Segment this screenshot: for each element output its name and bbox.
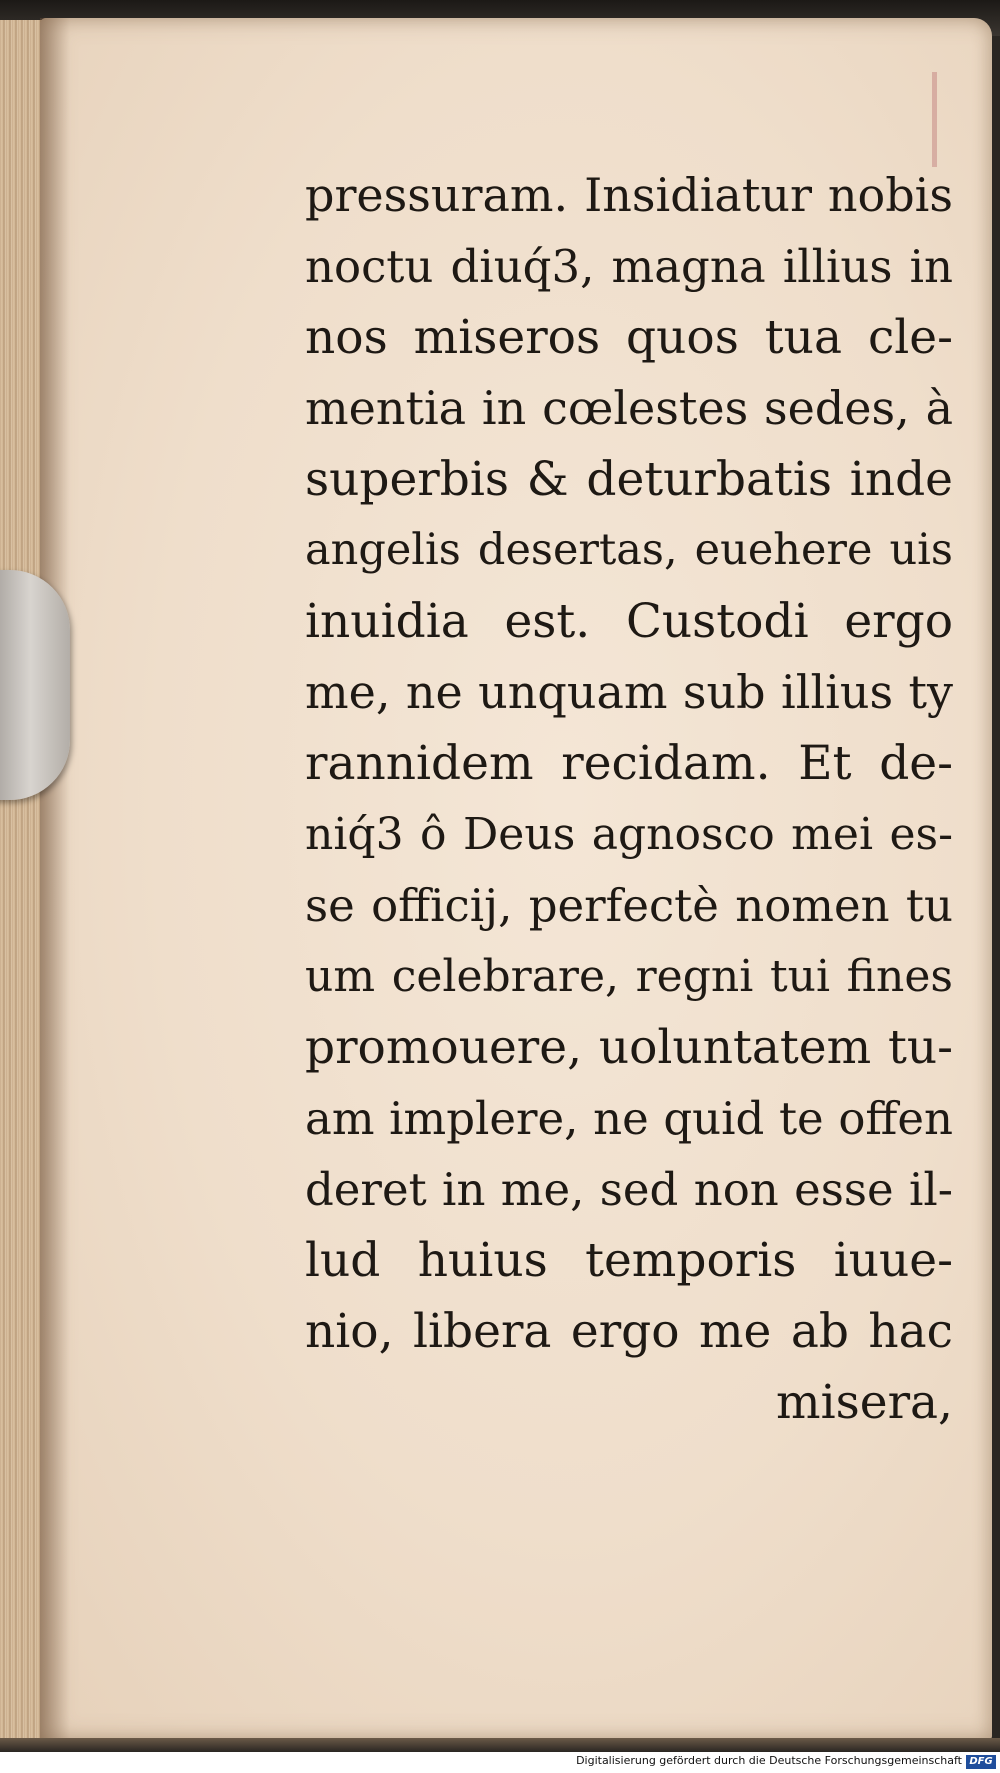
- text-line: lud huius temporis iuue-: [305, 1233, 953, 1288]
- catchword-line: misera,: [776, 1375, 953, 1430]
- dfg-logo: DFG: [966, 1755, 996, 1769]
- text-line: se officij, perfectè nomen tu: [305, 879, 953, 932]
- text-line: am implere, ne quid te offen: [305, 1092, 953, 1145]
- text-line: me, ne unquam sub illius ty: [305, 665, 953, 719]
- text-line: niq́3 ô Deus agnosco mei es-: [305, 809, 953, 860]
- text-line: deret in me, sed non esse il-: [305, 1163, 953, 1216]
- gutter-shadow: [40, 18, 70, 1740]
- page-clip-marker: [0, 570, 70, 800]
- text-line: nio, libera ergo me ab hac: [305, 1304, 953, 1359]
- text-line: pressuram. Insidiatur nobis: [305, 168, 953, 222]
- printed-text-block: [305, 160, 953, 1438]
- text-line: rannidem recidam. Et de-: [305, 736, 953, 791]
- page-bottom-edge: [0, 1738, 1000, 1752]
- text-line: um celebrare, regni tui fines: [305, 951, 953, 1002]
- text-line: nos miseros quos tua cle-: [305, 310, 953, 365]
- text-line: angelis desertas, euehere uis: [305, 525, 953, 575]
- text-line: superbis & deturbatis inde: [305, 452, 953, 507]
- footer-credit-text: Digitalisierung gefördert durch die Deutsche Forschungsgemeinschaft: [576, 1754, 962, 1767]
- text-line: promouere, uoluntatem tu-: [305, 1020, 953, 1075]
- text-line: mentia in cœlestes sedes, à: [305, 381, 953, 435]
- text-line: inuidia est. Custodi ergo: [305, 594, 953, 649]
- red-stain-mark: [932, 72, 937, 167]
- text-line: noctu diuq́3, magna illius in: [305, 240, 953, 293]
- digitization-footer: [0, 1752, 1000, 1773]
